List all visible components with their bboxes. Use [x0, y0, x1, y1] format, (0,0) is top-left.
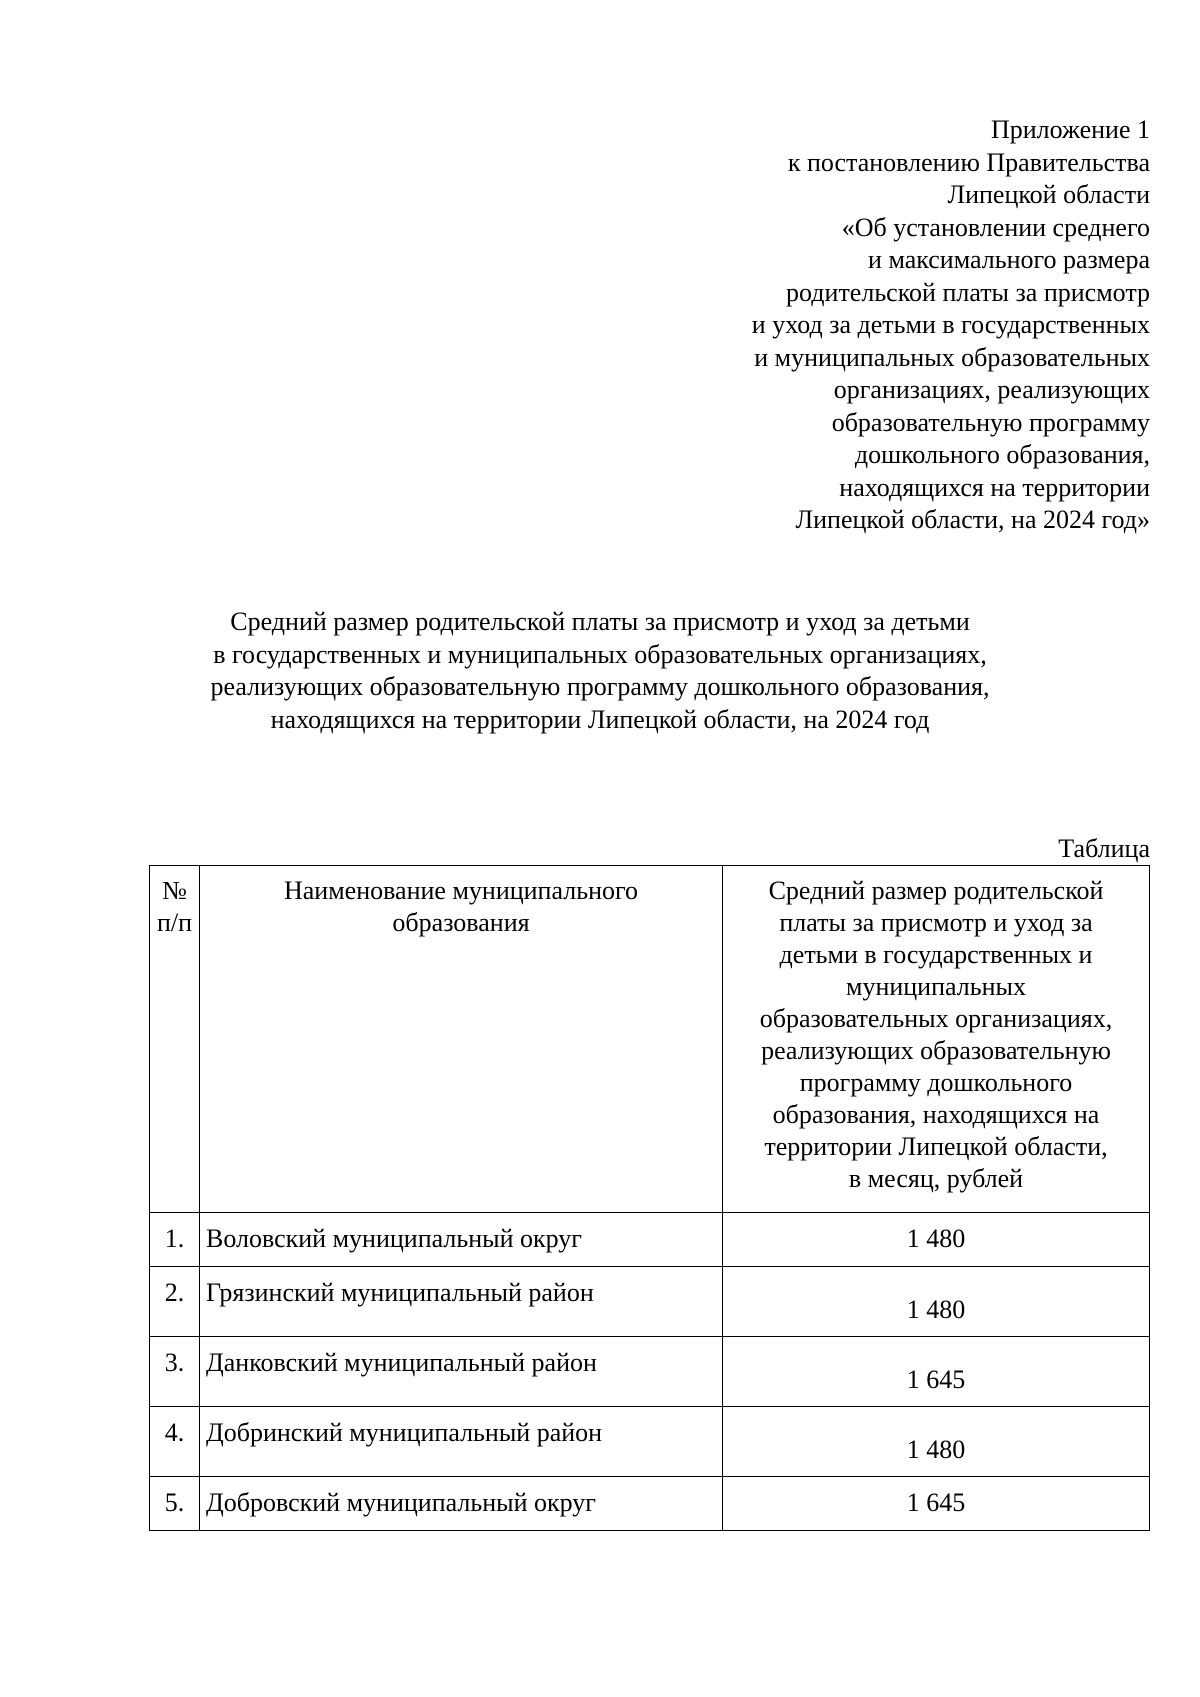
- row-value: 1 480: [723, 1213, 1150, 1267]
- row-num: 5.: [150, 1477, 200, 1531]
- header-name-line: образования: [392, 908, 530, 937]
- appendix-line: родительской платы за присмотр: [786, 277, 1150, 307]
- appendix-line: Липецкой области, на 2024 год»: [795, 505, 1150, 534]
- title-line: Средний размер родительской платы за присмотр и уход за детьми: [230, 607, 970, 636]
- appendix-line: и муниципальных образовательных: [754, 342, 1150, 372]
- row-num: 3.: [150, 1337, 200, 1407]
- appendix-line: к постановлению Правительства: [787, 147, 1150, 177]
- row-name: Воловский муниципальный округ: [200, 1213, 723, 1267]
- table-row: [150, 1267, 1150, 1337]
- header-value-line: образовательных организациях,: [759, 1004, 1113, 1033]
- title-line: реализующих образовательную программу дошкольного образования,: [210, 672, 990, 701]
- table-header-row: [150, 866, 1150, 1213]
- table-row: [150, 1337, 1150, 1407]
- header-value-line: Средний размер родительской: [768, 876, 1104, 905]
- header-value-line: образования, находящихся на: [772, 1100, 1100, 1129]
- fee-table: [149, 865, 1150, 1531]
- appendix-line: и максимального размера: [868, 245, 1150, 274]
- appendix-line: Липецкой области: [947, 180, 1150, 209]
- document-title: [0, 606, 1200, 736]
- row-num: 1.: [150, 1213, 200, 1267]
- title-line: находящихся на территории Липецкой области, на 2024 год: [270, 704, 930, 734]
- appendix-line: дошкольного образования,: [854, 440, 1150, 469]
- appendix-line: находящихся на территории: [839, 472, 1150, 502]
- header-value-line: платы за присмотр и уход за: [779, 908, 1093, 937]
- header-value: [723, 866, 1150, 1213]
- header-value-line: муниципальных: [845, 972, 1026, 1001]
- row-name: Добровский муниципальный округ: [200, 1477, 723, 1531]
- table-row: [150, 1407, 1150, 1477]
- header-value-line: в месяц, рублей: [848, 1164, 1024, 1193]
- header-name: [200, 866, 723, 1213]
- header-num-line: п/п: [156, 908, 193, 937]
- table-row: [150, 1477, 1150, 1531]
- appendix-line: образовательную программу: [831, 407, 1150, 437]
- header-value-line: территории Липецкой области,: [764, 1132, 1108, 1161]
- row-value: 1 645: [723, 1477, 1150, 1531]
- header-name-line: Наименование муниципального: [283, 876, 639, 905]
- row-num: 4.: [150, 1407, 200, 1477]
- appendix-line: Приложение 1: [990, 115, 1150, 144]
- row-value: 1 480: [723, 1267, 1150, 1337]
- row-name: Добринский муниципальный район: [200, 1407, 723, 1477]
- appendix-line: и уход за детьми в государственных: [751, 310, 1150, 339]
- table-row: [150, 1213, 1150, 1267]
- header-value-line: реализующих образовательную: [761, 1036, 1111, 1065]
- title-line: в государственных и муниципальных образовательных организациях,: [213, 639, 987, 669]
- appendix-line: организациях, реализующих: [833, 375, 1150, 404]
- row-value: 1 645: [723, 1337, 1150, 1407]
- row-value: 1 480: [723, 1407, 1150, 1477]
- header-num: [150, 866, 200, 1213]
- header-value-line: программу дошкольного: [799, 1068, 1073, 1097]
- header-num-line: №: [162, 876, 187, 905]
- row-num: 2.: [150, 1267, 200, 1337]
- row-name: Грязинский муниципальный район: [200, 1267, 723, 1337]
- appendix-block: [590, 114, 1150, 537]
- header-value-line: детьми в государственных и: [779, 940, 1093, 969]
- row-name: Данковский муниципальный район: [200, 1337, 723, 1407]
- appendix-line: «Об установлении среднего: [841, 212, 1150, 242]
- table-label: Таблица: [1058, 834, 1150, 863]
